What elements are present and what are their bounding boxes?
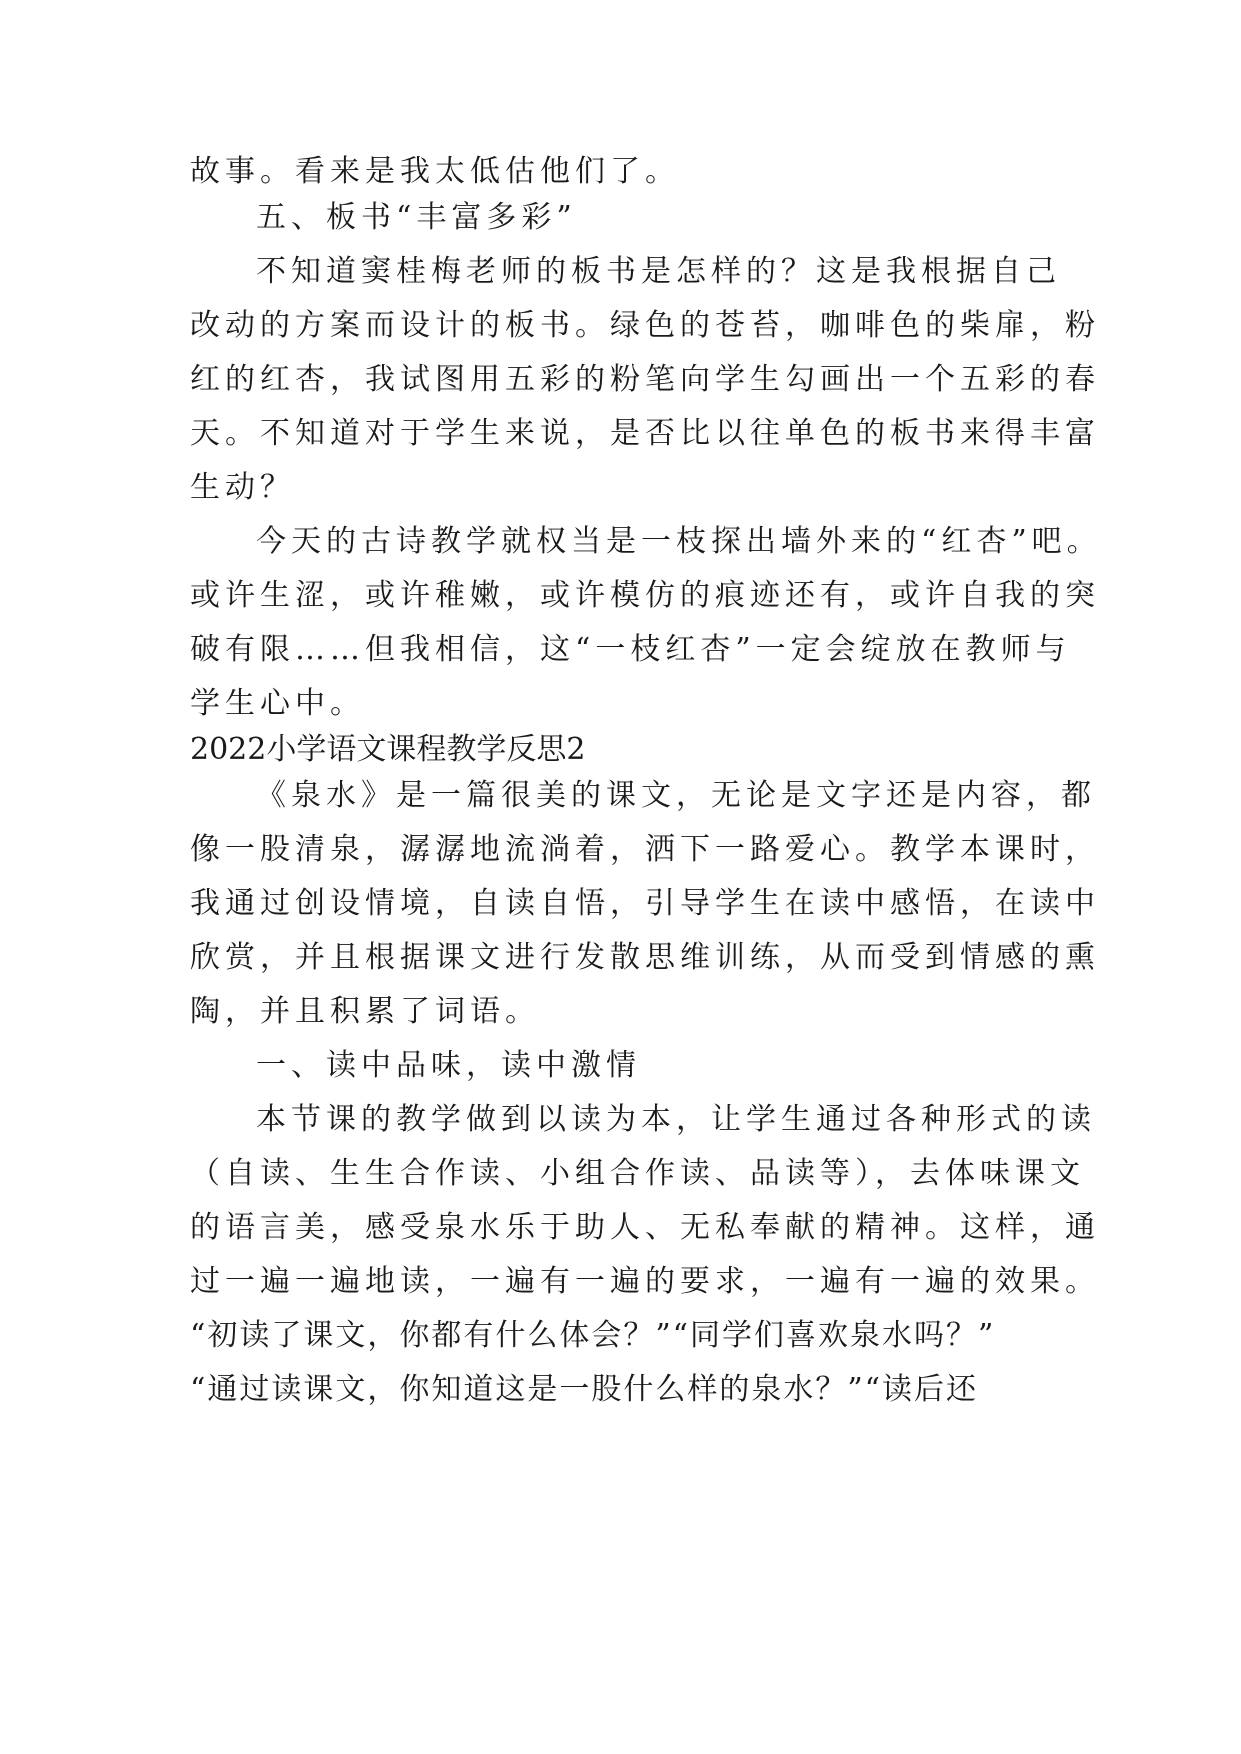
text-line: 我通过创设情境，自读自悟，引导学生在读中感悟，在读中 <box>190 886 1100 921</box>
text-line: 欣赏，并且根据课文进行发散思维训练，从而受到情感的熏 <box>190 940 1100 975</box>
text-line: 像一股清泉，潺潺地流淌着，洒下一路爱心。教学本课时， <box>190 832 1100 867</box>
text-line: 《泉水》是一篇很美的课文，无论是文字还是内容，都 <box>256 778 1096 813</box>
text-line: 破有限……但我相信，这“一枝红杏”一定会绽放在教师与 <box>190 632 1071 667</box>
text-line: （自读、生生合作读、小组合作读、品读等），去体味课文 <box>190 1156 1085 1191</box>
text-line: 不知道窦桂梅老师的板书是怎样的？这是我根据自己 <box>256 254 1061 289</box>
text-line: 学生心中。 <box>190 686 365 721</box>
text-line: 本节课的教学做到以读为本，让学生通过各种形式的读 <box>256 1102 1096 1137</box>
text-line: 的语言美，感受泉水乐于助人、无私奉献的精神。这样，通 <box>190 1210 1100 1245</box>
section-heading: 一、读中品味，读中激情 <box>256 1048 641 1083</box>
text-line: 生动？ <box>190 470 295 505</box>
text-line: 故事。看来是我太低估他们了。 <box>190 154 680 189</box>
text-line: 红的红杏，我试图用五彩的粉笔向学生勾画出一个五彩的春 <box>190 362 1100 397</box>
text-line: 改动的方案而设计的板书。绿色的苍苔，咖啡色的柴扉，粉 <box>190 308 1100 343</box>
text-line: 天。不知道对于学生来说，是否比以往单色的板书来得丰富 <box>190 416 1100 451</box>
text-line: “初读了课文，你都有什么体会？”“同学们喜欢泉水吗？” <box>190 1318 996 1353</box>
text-line: 或许生涩，或许稚嫩，或许模仿的痕迹还有，或许自我的突 <box>190 578 1100 613</box>
section-heading: 五、板书“丰富多彩” <box>256 200 577 235</box>
text-line: 过一遍一遍地读，一遍有一遍的要求，一遍有一遍的效果。 <box>190 1264 1100 1299</box>
text-line: 陶，并且积累了词语。 <box>190 994 540 1029</box>
text-line: 今天的古诗教学就权当是一枝探出墙外来的“红杏”吧。 <box>256 524 1102 559</box>
document-title: 2022小学语文课程教学反思2 <box>190 732 586 767</box>
text-line: “通过读课文，你知道这是一股什么样的泉水？”“读后还 <box>190 1372 979 1407</box>
